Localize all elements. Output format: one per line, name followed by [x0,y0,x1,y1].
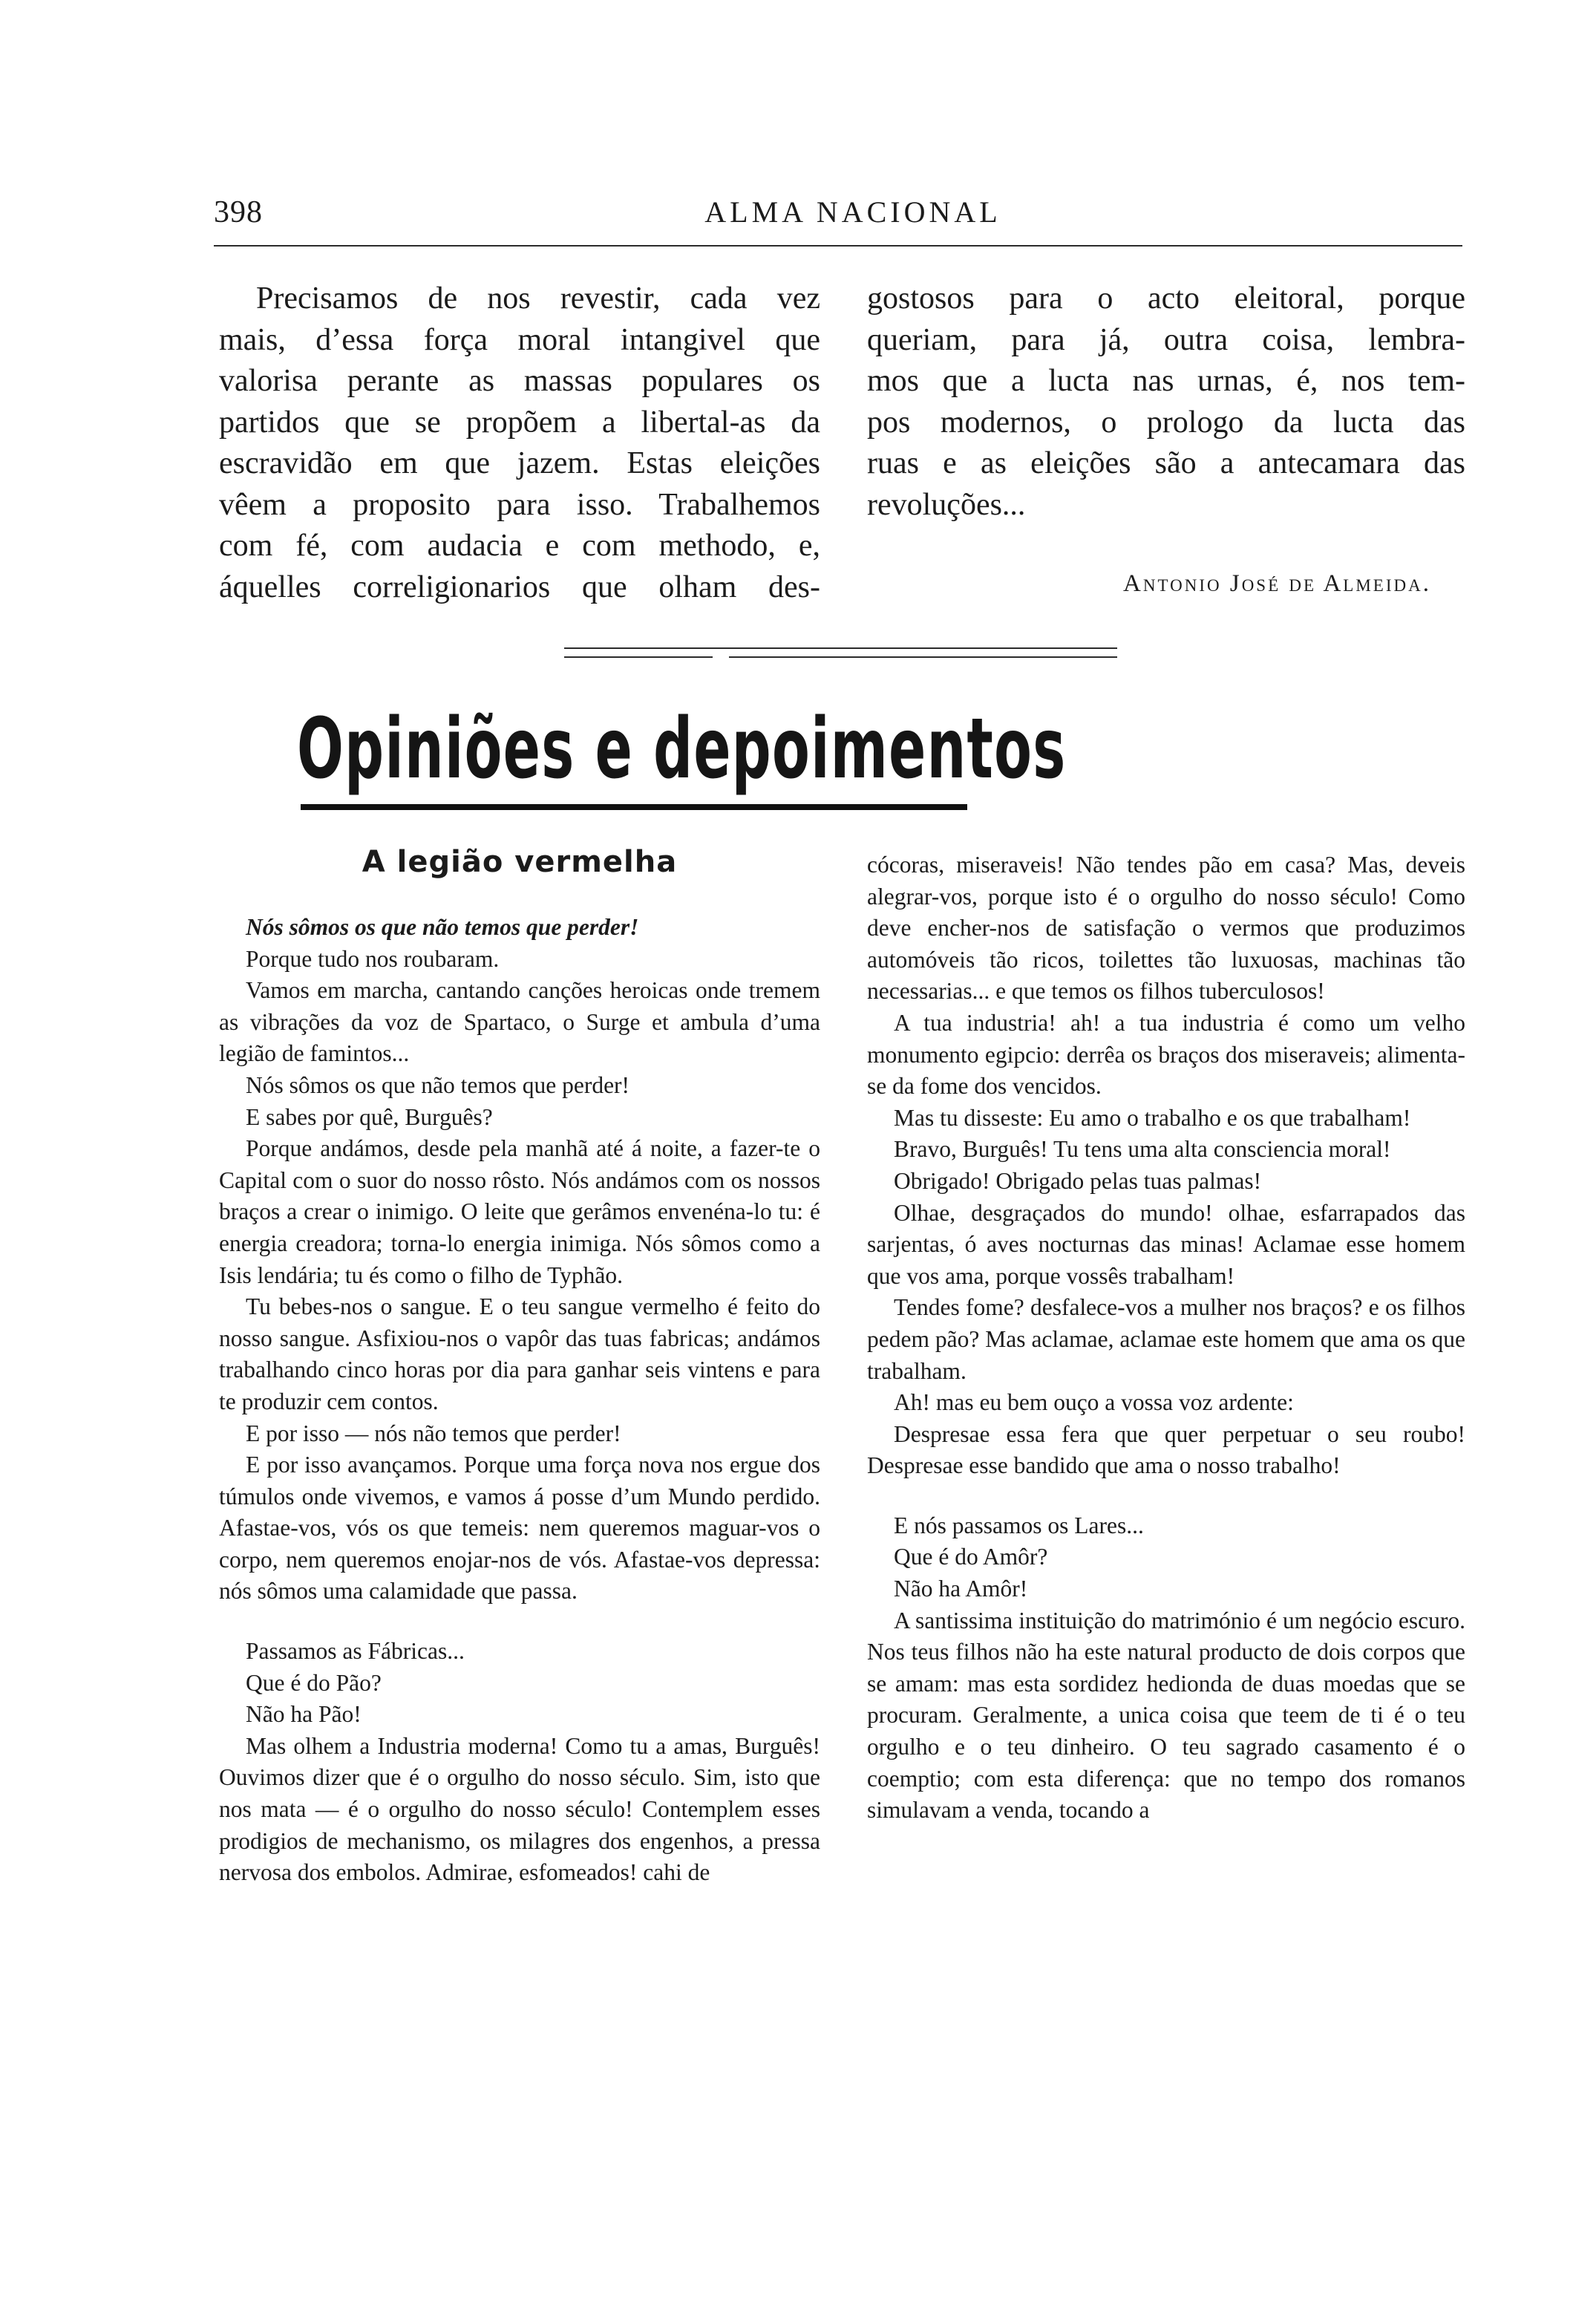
paragraph: Mas tu disseste: Eu amo o trabalho e os que trabalham! [894,1104,1411,1131]
paragraph: Olhae, desgraçados do mundo! olhae, esfarrapados das sarjentas, ó aves nocturnas das minas! Aclamae esse homem que vos ama, porque vossês trabalham! [867,1199,1465,1289]
text-line: mos que a lucta nas urnas, é, nos tem- [867,364,1465,398]
text-line: escravidão em que jazem. Estas eleições [219,446,820,480]
text-line: partidos que se propõem a libertal-as da [219,405,820,440]
paragraph: E nós passamos os Lares... [894,1512,1144,1538]
paragraph: Passamos as Fábricas... [246,1638,465,1665]
paragraph: Nós sômos os que não temos que perder! [246,1071,630,1098]
paragraph: Obrigado! Obrigado pelas tuas palmas! [894,1167,1262,1194]
paragraph: Bravo, Burguês! Tu tens uma alta consciencia moral! [894,1136,1391,1163]
paragraph: Tendes fome? desfalece-vos a mulher nos braços? e os filhos pedem pão? Mas aclamae, aclamae este homem que ama os que trabalham. [867,1294,1465,1384]
paragraph: Ah! mas eu bem ouço a vossa voz ardente: [894,1389,1294,1416]
paragraph: Que é do Amôr? [894,1544,1048,1570]
text-line: ruas e as eleições são a antecamara das [867,446,1465,480]
page-number: 398 [214,195,263,229]
paragraph: E por isso avançamos. Porque uma força nova nos ergue dos túmulos onde vivemos, e vamos á posse d’um Mundo perdido. Afastae-vos, vós os que temeis: nem queremos maguar-vos o corpo, nem queremos enojar-nos de vós. Afastae-vos depressa: nós sômos uma calamidade que passa. [219,1452,820,1605]
text-line: vêem a proposito para isso. Trabalhemos [219,487,820,522]
article-left-column [219,912,820,1889]
paragraph: E sabes por quê, Burguês? [246,1103,493,1130]
header-rule [214,245,1462,247]
paragraph: cócoras, miseraveis! Não tendes pão em casa? Mas, deveis alegrar-vos, porque isto é o orgulho do nosso século! Como deve encher-nos de satisfação o vermos que produzimos automóveis tão ricos, toilettes tão luxuosas, machinas tão necessarias... e que temos os filhos tuberculosos! [867,852,1465,1005]
upper-article-right-column [867,278,1465,526]
text-line: pos modernos, o prologo da lucta das [867,405,1465,440]
article-right-column [867,849,1465,1827]
upper-article-left-column [219,278,820,608]
paragraph: E por isso — nós não temos que perder! [246,1420,621,1446]
journal-title: ALMA NACIONAL [704,195,1001,229]
text-line: revoluções... [867,487,1026,522]
text-line: áquelles correligionarios que olham des- [219,569,820,604]
section-title-rule [301,804,967,810]
article-heading: A legião vermelha [362,845,678,879]
text-line: valorisa perante as massas populares os [219,364,820,398]
text-line: gostosos para o acto eleitoral, porque [867,281,1465,316]
paragraph: Que é do Pão? [246,1669,382,1696]
paragraph: Tu bebes-nos o sangue. E o teu sangue vermelho é feito do nosso sangue. Asfixiou-nos o vapôr das tuas fabricas; andámos trabalhando cinco horas por dia para ganhar seis vintens e para te produzir cem contos. [219,1293,820,1414]
section-title: Opiniões e depoimentos [297,701,1067,797]
paragraph: A tua industria! ah! a tua industria é como um velho monumento egipcio: derrêa os braços dos miseraveis; alimenta-se da fome dos vencidos. [867,1009,1465,1100]
running-head [214,195,1462,241]
paragraph: Nós sômos os que não temos que perder! [246,914,639,940]
paragraph: Vamos em marcha, cantando canções heroicas onde tremem as vibrações da voz de Spartaco, o Surge et ambula d’uma legião de famintos... [219,977,820,1067]
paragraph: Despresae essa fera que quer perpetuar o seu roubo! Despresae esse bandido que ama o nosso trabalho! [867,1420,1465,1479]
paragraph: Mas olhem a Industria moderna! Como tu a amas, Burguês! Ouvimos dizer que é o orgulho do nosso século. Sim, isto que nos mata — é o orgulho do nosso século! Contemplem esses prodigios de mechanismo, os milagres dos engenhos, a pressa nervosa dos embolos. Admirae, esfomeados! cahi de [219,1732,820,1886]
text-line: Precisamos de nos revestir, cada vez [256,281,820,316]
paragraph: Porque tudo nos roubaram. [246,945,500,972]
paragraph: Porque andámos, desde pela manhã até á noite, a fazer-te o Capital com o suor do nosso rôsto. Nós andámos com os nossos braços a crear o inimigo. O leite que gerâmos envenéna-lo tu: é energia creadora; torna-lo energia inimiga. Nós sômos como a Isis lendária; tu és como o filho de Typhão. [219,1135,820,1288]
text-line: mais, d’essa força moral intangivel que [219,322,820,357]
section-divider [564,656,1117,658]
text-line: com fé, com audacia e com methodo, e, [219,529,820,563]
paragraph: Não ha Pão! [246,1701,362,1728]
author-signature: Antonio José de Almeida. [1123,570,1431,597]
paragraph: Não ha Amôr! [894,1576,1028,1602]
text-line: queriam, para já, outra coisa, lembra- [867,322,1465,357]
paragraph: A santissima instituição do matrimónio é um negócio escuro. Nos teus filhos não ha este natural producto de dois corpos que se amam: mas esta sordidez hedionda de duas moedas que se procuram. Geralmente, a unica coisa que teem de ti é o teu orgulho e o teu dinheiro. O teu sagrado casamento é o coemptio; com esta diferença: que no tempo dos romanos simulavam a venda, tocando a [867,1607,1465,1824]
section-divider [564,647,1117,649]
